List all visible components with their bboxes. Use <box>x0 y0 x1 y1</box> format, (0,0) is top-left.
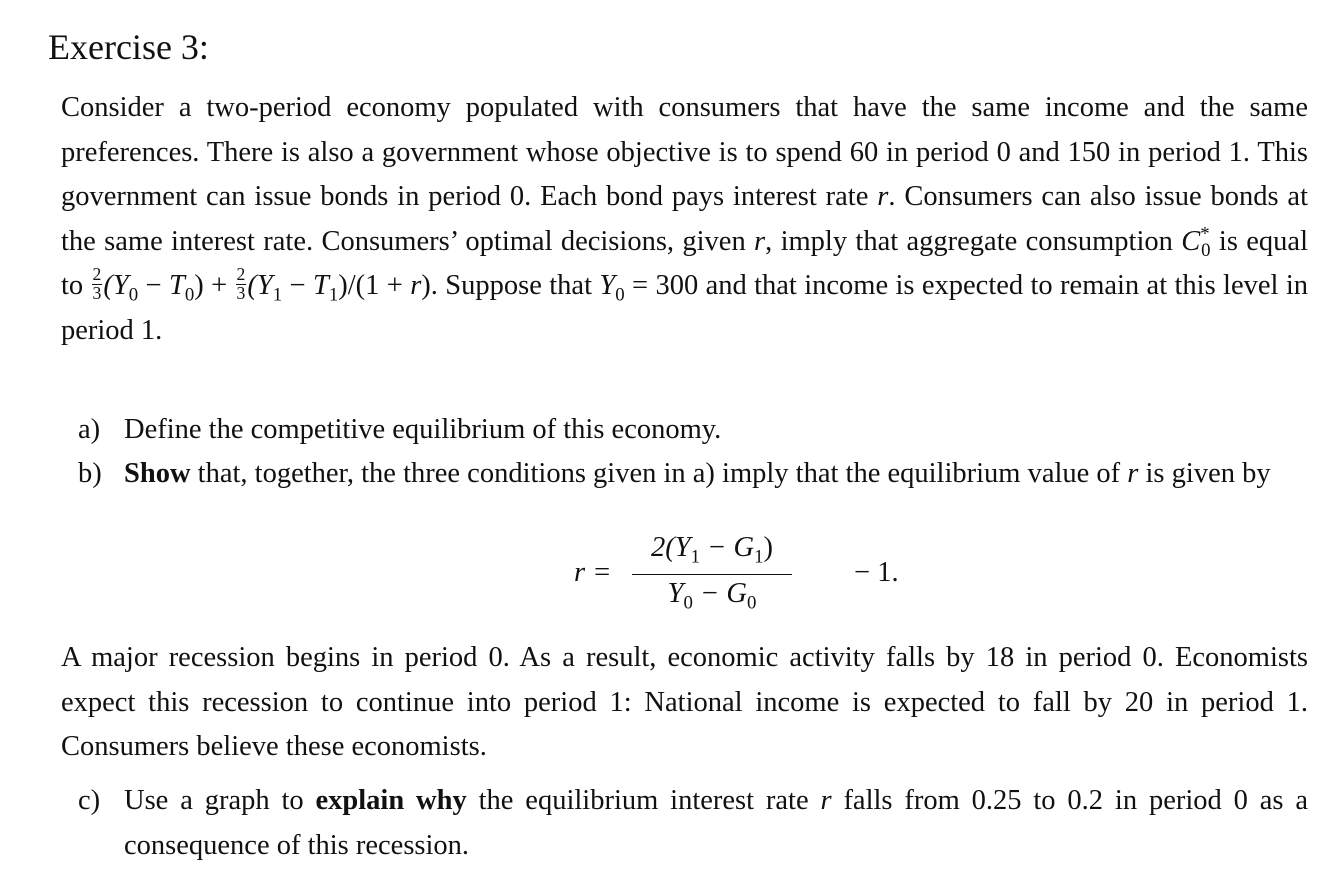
question-c-text: Use a graph to explain why the equilibrium interest rate r falls from 0.25 to 0.2 in period 0 as a consequence of this recession. <box>124 785 1308 861</box>
intro-paragraph: Consider a two-period economy populated with consumers that have the same income and the same preferences. There is also a government whose objective is to spend 60 in period 0 and 150 in period 1. This government can issue bonds in period 0. Each bond pays interest rate r. Consumers can also issue bonds at the same interest rate. Consumers’ optimal decisions, given r, imply that aggregate consumption $C^*_0$ is equal to $\frac{2}{3}$ $(Y_0 - T_0)$ + $\frac{2}{3}$ $(Y_1 - T_1)/(1 + r)$. Suppose that $Y_0 = 300$ and that income is expected to remain at this level in period 1. <box>61 92 1308 346</box>
question-a <box>78 408 1308 453</box>
question-b-text: Show that, together, the three conditions given in a) imply that the equilibrium value of r is given by <box>124 458 1271 489</box>
question-c-label: c) <box>78 785 101 816</box>
recession-paragraph: A major recession begins in period 0. As a result, economic activity falls by 18 in period 0. Economists expect this recession to continue into period 1: National income is expected to fall by 20 in period 1. Consumers believe these economists. <box>61 642 1308 762</box>
equation-tail: − 1. <box>854 557 899 588</box>
equation-denominator: $Y_0 - G_0$ <box>667 578 757 614</box>
var-r: r <box>754 225 766 257</box>
fraction-two-thirds: $\frac{2}{3}$ <box>236 264 246 303</box>
var-r: r <box>877 181 889 212</box>
fraction-bar <box>632 574 792 575</box>
exercise-title: Exercise 3: <box>48 27 209 67</box>
equation-lhs: r = <box>574 557 612 588</box>
question-a-label: a) <box>78 414 101 445</box>
question-b-label: b) <box>78 458 102 489</box>
var-r: r <box>1127 458 1139 489</box>
question-c <box>78 779 1308 868</box>
var-r: r <box>820 785 832 816</box>
equation-numerator: $2(Y_1 - G_1)$ <box>651 532 773 568</box>
question-b <box>78 452 1308 497</box>
fraction-two-thirds: $\frac{2}{3}$ <box>92 264 102 303</box>
question-a-text: Define the competitive equilibrium of this economy. <box>124 414 722 445</box>
var-c0-star: C <box>1181 225 1201 257</box>
